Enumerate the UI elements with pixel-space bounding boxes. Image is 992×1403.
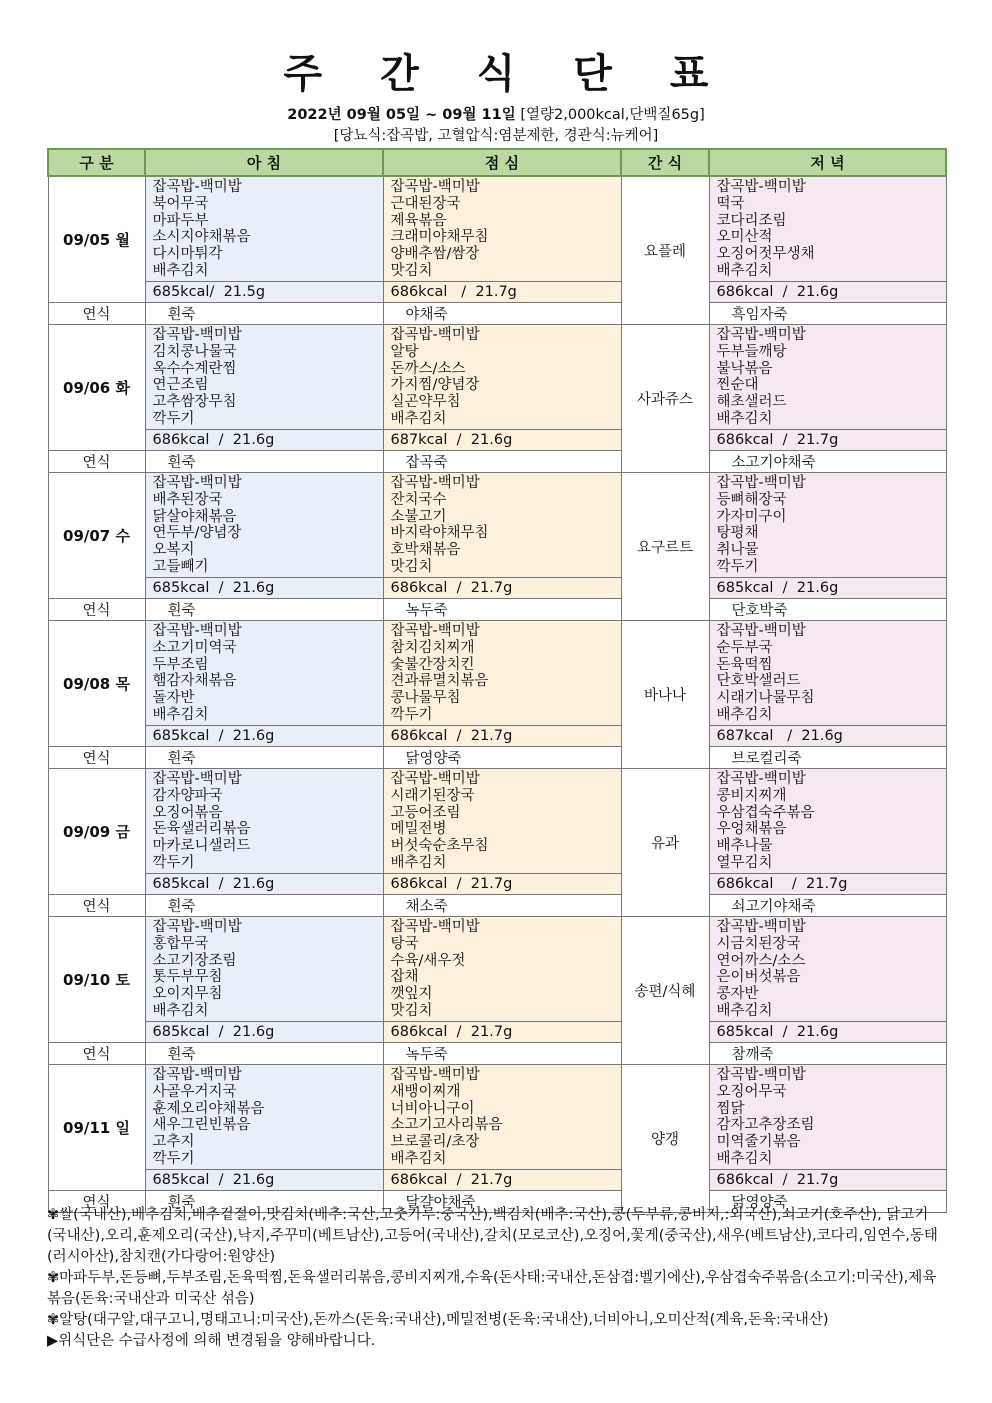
breakfast-kcal: 685kcal / 21.6g [145, 578, 383, 599]
note-line: ▶위식단은 수급사정에 의해 변경됨을 양해바랍니다. [47, 1333, 376, 1349]
lunch-items [383, 769, 621, 874]
dinner-porridge: 소고기야채죽 [709, 451, 946, 473]
porridge-label: 연식 [48, 1043, 145, 1065]
snack-item: 송편/식혜 [621, 917, 709, 1065]
day-kcal-row [48, 1022, 946, 1043]
lunch-item: 잔치국수 [390, 491, 447, 508]
lunch-items [383, 621, 621, 726]
date-range-line [0, 103, 992, 124]
dinner-item: 배추김치 [716, 410, 773, 427]
dinner-item: 등뼈해장국 [716, 491, 787, 508]
breakfast-porridge: 흰죽 [145, 1191, 383, 1213]
lunch-items [383, 917, 621, 1022]
dinner-item: 콩자반 [716, 986, 759, 1003]
breakfast-item: 잡곡밥-백미밥 [152, 771, 242, 787]
lunch-kcal: 686kcal / 21.7g [383, 874, 621, 895]
breakfast-item: 옥수수계란찜 [152, 360, 237, 377]
breakfast-item: 배추김치 [152, 262, 209, 279]
dinner-item: 우삼겹숙주볶음 [716, 804, 815, 821]
note-line: ✾마파두부,돈등뼈,두부조림,돈육떡찜,돈육샐러리볶음,콩비지찌개,수육(돈사태:국내산,돈삼겹:벨기에산),우삼겹숙주볶음(소고기:미국산),제육볶음(돈육:국내산과 미국산 섞음) [47, 1270, 937, 1307]
dinner-item: 오징어무국 [716, 1083, 787, 1100]
lunch-item: 알탕 [390, 343, 419, 360]
dinner-item: 잡곡밥-백미밥 [716, 771, 806, 787]
breakfast-kcal: 685kcal / 21.6g [145, 874, 383, 895]
dinner-item: 순두부국 [716, 639, 773, 656]
lunch-item: 배추김치 [390, 410, 447, 427]
lunch-item: 잡곡밥-백미밥 [390, 919, 480, 935]
breakfast-item: 연근조림 [152, 377, 209, 394]
lunch-item: 양배추쌈/쌈장 [390, 246, 480, 263]
lunch-item: 메밀전병 [390, 821, 447, 838]
lunch-kcal: 686kcal / 21.7g [383, 282, 621, 303]
dinner-item: 코다리조림 [716, 212, 787, 229]
lunch-item: 맛김치 [390, 558, 433, 575]
dinner-kcal: 687kcal / 21.6g [709, 726, 946, 747]
breakfast-item: 오징어볶음 [152, 804, 223, 821]
dinner-item: 시래기나물무침 [716, 690, 815, 707]
lunch-items [383, 1065, 621, 1170]
lunch-porridge: 녹두죽 [383, 599, 621, 621]
lunch-item: 잡곡밥-백미밥 [390, 475, 480, 491]
lunch-item: 잡곡밥-백미밥 [390, 1067, 480, 1083]
lunch-item: 잡채 [390, 969, 419, 986]
breakfast-item: 잡곡밥-백미밥 [152, 327, 242, 343]
dinner-kcal: 686kcal / 21.7g [709, 430, 946, 451]
dinner-item: 배추김치 [716, 262, 773, 279]
lunch-porridge: 녹두죽 [383, 1043, 621, 1065]
lunch-item: 브로콜리/초장 [390, 1134, 480, 1151]
lunch-item: 소불고기 [390, 508, 447, 525]
dinner-item: 떡국 [716, 195, 745, 212]
breakfast-items [145, 1065, 383, 1170]
day-items-row [48, 1065, 946, 1170]
lunch-item: 콩나물무침 [390, 690, 461, 707]
breakfast-item: 오복지 [152, 542, 195, 559]
day-label: 09/08 목 [48, 621, 145, 747]
weekly-menu-table [47, 148, 947, 1213]
breakfast-item: 소시지야채볶음 [152, 229, 251, 246]
day-kcal-row [48, 1170, 946, 1191]
lunch-item: 탕국 [390, 935, 419, 952]
lunch-kcal: 687kcal / 21.6g [383, 430, 621, 451]
day-porridge-row [48, 895, 946, 917]
breakfast-items [145, 917, 383, 1022]
breakfast-item: 잡곡밥-백미밥 [152, 179, 242, 195]
dinner-items [709, 325, 946, 430]
breakfast-item: 돌자반 [152, 690, 195, 707]
lunch-item: 실곤약무침 [390, 394, 461, 411]
day-items-row [48, 621, 946, 726]
lunch-item: 깻잎지 [390, 986, 433, 1003]
note-line: ✾쌀(국내산),배추김치,배추겉절이,맛김치(배추:국산,고춧가루:중국산),백김치(배추:국산),콩(두부류,콩비지,:외국산),쇠고기(호주산), 닭고기(국내산),오리,훈제오리(국산),낙지,주꾸미(베트남산),고등어(국내산),갈치(모로코산),오징어,꽃게(중국산),새우(베트남산),코다리,임연수,동태(러시아산),참치캔(가다랑어:원양산) [47, 1207, 938, 1265]
breakfast-item: 고들빼기 [152, 558, 209, 575]
lunch-item: 잡곡밥-백미밥 [390, 623, 480, 639]
breakfast-item: 배추된장국 [152, 491, 223, 508]
dinner-porridge: 쇠고기야채죽 [709, 895, 946, 917]
dinner-item: 두부들깨탕 [716, 343, 787, 360]
dinner-item: 감자고추장조림 [716, 1117, 815, 1134]
breakfast-porridge: 흰죽 [145, 599, 383, 621]
day-items-row [48, 473, 946, 578]
dinner-item: 잡곡밥-백미밥 [716, 475, 806, 491]
breakfast-items [145, 325, 383, 430]
breakfast-porridge: 흰죽 [145, 1043, 383, 1065]
day-label: 09/07 수 [48, 473, 145, 599]
day-kcal-row [48, 430, 946, 451]
day-porridge-row [48, 451, 946, 473]
breakfast-item: 고추쌈장무침 [152, 394, 237, 411]
breakfast-item: 돈육샐러리볶음 [152, 821, 251, 838]
breakfast-porridge: 흰죽 [145, 451, 383, 473]
breakfast-item: 오이지무침 [152, 986, 223, 1003]
dinner-item: 오미산적 [716, 229, 773, 246]
porridge-label: 연식 [48, 599, 145, 621]
porridge-label: 연식 [48, 747, 145, 769]
dinner-item: 찐순대 [716, 377, 759, 394]
dinner-item: 해초샐러드 [716, 394, 787, 411]
header-snack: 간 식 [621, 149, 709, 176]
breakfast-item: 두부조림 [152, 656, 209, 673]
dinner-item: 배추김치 [716, 706, 773, 723]
breakfast-items [145, 176, 383, 282]
breakfast-kcal: 685kcal / 21.6g [145, 1170, 383, 1191]
dinner-item: 단호박샐러드 [716, 673, 801, 690]
lunch-porridge: 달걀야채죽 [383, 1191, 621, 1213]
header-row [48, 149, 946, 176]
breakfast-item: 훈제오리야채볶음 [152, 1100, 265, 1117]
lunch-porridge: 채소죽 [383, 895, 621, 917]
breakfast-items [145, 769, 383, 874]
lunch-item: 버섯숙순초무침 [390, 838, 489, 855]
dinner-item: 불낙볶음 [716, 360, 773, 377]
lunch-kcal: 686kcal / 21.7g [383, 1022, 621, 1043]
lunch-item: 수육/새우젓 [390, 952, 466, 969]
dinner-items [709, 473, 946, 578]
breakfast-item: 잡곡밥-백미밥 [152, 1067, 242, 1083]
lunch-item: 고등어조림 [390, 804, 461, 821]
lunch-item: 참치김치찌개 [390, 639, 475, 656]
dinner-porridge: 닭영양죽 [709, 1191, 946, 1213]
breakfast-kcal: 685kcal / 21.6g [145, 1022, 383, 1043]
lunch-porridge: 잡곡죽 [383, 451, 621, 473]
lunch-item: 잡곡밥-백미밥 [390, 327, 480, 343]
energy-spec: [열량2,000kcal,단백질65g] [520, 107, 705, 123]
lunch-item: 맛김치 [390, 262, 433, 279]
dinner-porridge: 단호박죽 [709, 599, 946, 621]
lunch-item: 배추김치 [390, 854, 447, 871]
dinner-items [709, 917, 946, 1022]
dinner-porridge: 흑임자죽 [709, 303, 946, 325]
breakfast-item: 깍두기 [152, 854, 195, 871]
lunch-items [383, 325, 621, 430]
lunch-item: 배추김치 [390, 1150, 447, 1167]
lunch-item: 호박채볶음 [390, 542, 461, 559]
breakfast-item: 잡곡밥-백미밥 [152, 623, 242, 639]
dinner-item: 찜닭 [716, 1100, 745, 1117]
porridge-label: 연식 [48, 895, 145, 917]
snack-item: 양갱 [621, 1065, 709, 1213]
day-items-row [48, 325, 946, 430]
dinner-item: 돈육떡찜 [716, 656, 773, 673]
breakfast-item: 북어무국 [152, 195, 209, 212]
lunch-porridge: 닭영양죽 [383, 747, 621, 769]
breakfast-item: 깍두기 [152, 1150, 195, 1167]
snack-item: 사과쥬스 [621, 325, 709, 473]
page-title: 주 간 식 단 표 [283, 51, 731, 97]
lunch-item: 잡곡밥-백미밥 [390, 179, 480, 195]
dinner-item: 잡곡밥-백미밥 [716, 179, 806, 195]
dinner-item: 잡곡밥-백미밥 [716, 1067, 806, 1083]
lunch-items [383, 176, 621, 282]
day-kcal-row [48, 726, 946, 747]
breakfast-item: 잡곡밥-백미밥 [152, 475, 242, 491]
porridge-label: 연식 [48, 303, 145, 325]
breakfast-item: 새우그린빈볶음 [152, 1117, 251, 1134]
dinner-item: 콩비지찌개 [716, 787, 787, 804]
dinner-item: 시금치된장국 [716, 935, 801, 952]
lunch-item: 크래미야채무침 [390, 229, 489, 246]
dinner-item: 깍두기 [716, 558, 759, 575]
lunch-item: 견과류멸치볶음 [390, 673, 489, 690]
breakfast-item: 감자양파국 [152, 787, 223, 804]
dinner-item: 잡곡밥-백미밥 [716, 919, 806, 935]
breakfast-item: 김치콩나물국 [152, 343, 237, 360]
lunch-items [383, 473, 621, 578]
dinner-item: 배추김치 [716, 1002, 773, 1019]
breakfast-item: 잡곡밥-백미밥 [152, 919, 242, 935]
dinner-items [709, 769, 946, 874]
lunch-item: 가지찜/양념장 [390, 377, 480, 394]
dinner-items [709, 1065, 946, 1170]
dinner-item: 잡곡밥-백미밥 [716, 623, 806, 639]
dinner-item: 취나물 [716, 542, 759, 559]
dinner-porridge: 브로컬리죽 [709, 747, 946, 769]
breakfast-item: 소고기미역국 [152, 639, 237, 656]
day-label: 09/06 화 [48, 325, 145, 451]
breakfast-item: 홍합무국 [152, 935, 209, 952]
diet-notes: [당뇨식:잡곡밥, 고혈압식:염분제한, 경관식:뉴케어] [333, 128, 659, 144]
lunch-kcal: 686kcal / 21.7g [383, 1170, 621, 1191]
breakfast-porridge: 흰죽 [145, 303, 383, 325]
lunch-item: 바지락야채무침 [390, 525, 489, 542]
day-porridge-row [48, 303, 946, 325]
dinner-item: 은이버섯볶음 [716, 969, 801, 986]
lunch-item: 잡곡밥-백미밥 [390, 771, 480, 787]
dinner-item: 연어까스/소스 [716, 952, 806, 969]
dinner-kcal: 685kcal / 21.6g [709, 1022, 946, 1043]
breakfast-item: 연두부/양념장 [152, 525, 242, 542]
day-items-row [48, 769, 946, 874]
lunch-item: 너비아니구이 [390, 1100, 475, 1117]
header-dinner: 저 녁 [709, 149, 946, 176]
day-kcal-row [48, 578, 946, 599]
day-kcal-row [48, 874, 946, 895]
breakfast-item: 배추김치 [152, 1002, 209, 1019]
breakfast-item: 소고기장조림 [152, 952, 237, 969]
snack-item: 유과 [621, 769, 709, 917]
snack-item: 요플레 [621, 176, 709, 325]
date-range: 2022년 09월 05일 ~ 09월 11일 [287, 107, 516, 123]
header-breakfast: 아 침 [145, 149, 383, 176]
dinner-porridge: 참깨죽 [709, 1043, 946, 1065]
lunch-kcal: 686kcal / 21.7g [383, 578, 621, 599]
day-label: 09/05 월 [48, 176, 145, 303]
porridge-label: 연식 [48, 451, 145, 473]
dinner-items [709, 621, 946, 726]
breakfast-kcal: 685kcal/ 21.5g [145, 282, 383, 303]
lunch-item: 시래기된장국 [390, 787, 475, 804]
lunch-kcal: 686kcal / 21.7g [383, 726, 621, 747]
breakfast-item: 사골우거지국 [152, 1083, 237, 1100]
lunch-item: 맛김치 [390, 1002, 433, 1019]
dinner-item: 배추나물 [716, 838, 773, 855]
breakfast-item: 톳두부무침 [152, 969, 223, 986]
breakfast-item: 배추김치 [152, 706, 209, 723]
lunch-item: 소고기고사리볶음 [390, 1117, 503, 1134]
lunch-item: 돈까스/소스 [390, 360, 466, 377]
dinner-item: 가자미구이 [716, 508, 787, 525]
day-porridge-row [48, 1043, 946, 1065]
dinner-kcal: 686kcal / 21.7g [709, 1170, 946, 1191]
breakfast-item: 고추지 [152, 1134, 195, 1151]
day-label: 09/10 토 [48, 917, 145, 1043]
day-kcal-row [48, 282, 946, 303]
breakfast-porridge: 흰죽 [145, 747, 383, 769]
dinner-item: 탕평채 [716, 525, 759, 542]
day-label: 09/09 금 [48, 769, 145, 895]
breakfast-porridge: 흰죽 [145, 895, 383, 917]
dinner-item: 오징어젓무생채 [716, 246, 815, 263]
lunch-item: 숯불간장치킨 [390, 656, 475, 673]
lunch-item: 근대된장국 [390, 195, 461, 212]
breakfast-item: 마파두부 [152, 212, 209, 229]
snack-item: 요구르트 [621, 473, 709, 621]
lunch-porridge: 야채죽 [383, 303, 621, 325]
dinner-item: 배추김치 [716, 1150, 773, 1167]
porridge-label: 연식 [48, 1191, 145, 1213]
header-division: 구 분 [48, 149, 145, 176]
snack-item: 바나나 [621, 621, 709, 769]
dinner-items [709, 176, 946, 282]
origin-notes [47, 1205, 947, 1352]
breakfast-items [145, 621, 383, 726]
breakfast-item: 다시마튀각 [152, 246, 223, 263]
lunch-item: 제육볶음 [390, 212, 447, 229]
day-items-row [48, 176, 946, 282]
day-items-row [48, 917, 946, 1022]
dinner-kcal: 686kcal / 21.6g [709, 282, 946, 303]
dinner-kcal: 686kcal / 21.7g [709, 874, 946, 895]
breakfast-items [145, 473, 383, 578]
breakfast-item: 닭살야채볶음 [152, 508, 237, 525]
dinner-item: 우엉채볶음 [716, 821, 787, 838]
lunch-item: 깍두기 [390, 706, 433, 723]
breakfast-kcal: 686kcal / 21.6g [145, 430, 383, 451]
dinner-item: 미역줄기볶음 [716, 1134, 801, 1151]
breakfast-item: 햄감자채볶음 [152, 673, 237, 690]
note-line: ✾알탕(대구알,대구고니,명태고니:미국산),돈까스(돈육:국내산),메밀전병(돈육:국내산),너비아니,오미산적(계육,돈육:국내산) [47, 1312, 829, 1328]
day-porridge-row [48, 599, 946, 621]
dinner-item: 잡곡밥-백미밥 [716, 327, 806, 343]
day-label: 09/11 일 [48, 1065, 145, 1191]
breakfast-kcal: 685kcal / 21.6g [145, 726, 383, 747]
dinner-item: 열무김치 [716, 854, 773, 871]
dinner-kcal: 685kcal / 21.6g [709, 578, 946, 599]
lunch-item: 새뱅이찌개 [390, 1083, 461, 1100]
breakfast-item: 마카로니샐러드 [152, 838, 251, 855]
breakfast-item: 깍두기 [152, 410, 195, 427]
menu-body [48, 176, 946, 1213]
day-porridge-row [48, 747, 946, 769]
header-lunch: 점 심 [383, 149, 621, 176]
